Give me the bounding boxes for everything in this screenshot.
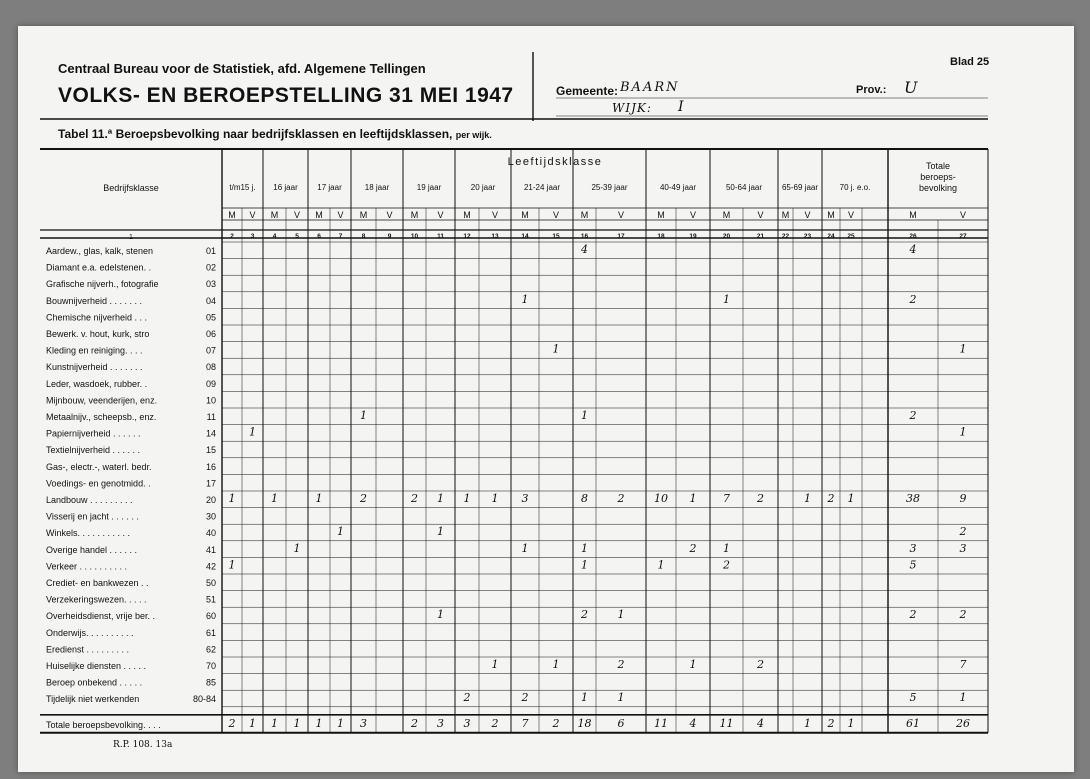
- sex-label: M: [410, 210, 419, 220]
- row-value: 2: [689, 541, 697, 555]
- row-label: Onderwijs. . . . . . . . . .: [46, 627, 134, 638]
- row-code: 11: [206, 412, 216, 422]
- column-number: 9: [387, 233, 392, 240]
- total-value: 26: [956, 716, 970, 730]
- column-number: 6: [317, 233, 321, 240]
- row-value: 4: [909, 243, 917, 256]
- row-value: 1: [437, 608, 444, 622]
- bureau-line: Centraal Bureau voor de Statistiek, afd. Algemene Tellingen: [58, 61, 426, 76]
- age-group-label: 19 jaar: [416, 183, 442, 192]
- total-value: 18: [577, 716, 592, 730]
- row-label: Huiselijke diensten . . . . .: [46, 661, 147, 671]
- total-value: 3: [437, 716, 444, 730]
- row-label: Leder, wasdoek, rubber. .: [46, 378, 148, 389]
- row-value: 1: [249, 425, 256, 439]
- row-value: 2: [463, 691, 471, 705]
- row-value: 10: [654, 492, 668, 505]
- footer-code: R.P. 108. 13a: [113, 740, 173, 750]
- column-number: 24: [827, 233, 835, 240]
- sex-label: M: [909, 210, 917, 220]
- total-value: 2: [411, 716, 418, 730]
- total-value: 7: [521, 716, 529, 730]
- sex-label: V: [386, 210, 393, 220]
- sex-label: M: [315, 210, 323, 220]
- sex-label: M: [359, 210, 368, 220]
- column-number: 5: [295, 233, 299, 240]
- total-value: 61: [906, 716, 920, 730]
- row-value: 1: [959, 691, 967, 705]
- total-value: 11: [654, 716, 668, 730]
- row-label: Landbouw . . . . . . . . .: [46, 495, 133, 505]
- row-code: 42: [205, 561, 216, 572]
- sex-label: V: [552, 210, 560, 220]
- row-value: 1: [437, 492, 444, 505]
- age-group-label: 21-24 jaar: [523, 183, 561, 192]
- sex-label: V: [337, 210, 344, 220]
- row-label: Aardew., glas, kalk, stenen: [46, 246, 154, 256]
- row-label: Bouwnijverheid . . . . . . .: [46, 295, 143, 306]
- row-value: 1: [521, 541, 529, 555]
- column-number: 4: [272, 233, 277, 240]
- row-label: Tijdelijk niet werkenden: [46, 694, 140, 705]
- row-value: 2: [617, 658, 625, 671]
- row-label: Mijnbouw, veenderijen, enz.: [46, 395, 158, 406]
- sex-label: M: [270, 210, 279, 220]
- row-value: 2: [581, 608, 588, 622]
- sex-label: M: [827, 210, 835, 220]
- totals-header-line: beroeps-: [920, 172, 956, 182]
- row-label: Crediet- en bankwezen . .: [46, 578, 149, 588]
- row-value: 1: [723, 292, 730, 306]
- total-value: 6: [617, 716, 625, 730]
- column-number: 10: [410, 233, 419, 240]
- row-value: 9: [959, 492, 967, 505]
- row-code: 40: [205, 528, 216, 539]
- row-value: 1: [552, 658, 560, 671]
- row-label: Diamant e.a. edelstenen. .: [46, 262, 152, 273]
- sex-label: V: [249, 210, 256, 220]
- row-value: 2: [757, 658, 764, 671]
- table-grid: [40, 52, 988, 733]
- column-number: 25: [847, 233, 855, 240]
- column-number: 15: [552, 233, 560, 240]
- row-label: Papiernijverheid . . . . . .: [46, 428, 141, 439]
- row-code: 10: [205, 395, 216, 406]
- total-value: 3: [360, 716, 367, 730]
- row-value: 1: [689, 658, 697, 671]
- row-value: 1: [293, 541, 301, 555]
- row-code: 80-84: [192, 694, 216, 705]
- row-code: 30: [205, 511, 216, 522]
- total-value: 1: [804, 716, 811, 730]
- form-title: VOLKS- EN BEROEPSTELLING 31 MEI 1947: [58, 84, 514, 107]
- total-value: 2: [228, 716, 236, 730]
- sex-label: M: [657, 210, 665, 220]
- row-label: Winkels. . . . . . . . . . .: [46, 528, 131, 539]
- row-value: 1: [228, 558, 236, 572]
- row-value: 2: [909, 292, 917, 306]
- total-value: 3: [463, 716, 471, 730]
- age-group-label: 20 jaar: [470, 183, 496, 192]
- sex-label: V: [689, 210, 697, 220]
- row-label: Gas-, electr.-, waterl. bedr.: [46, 461, 152, 472]
- row-code: 20: [205, 495, 216, 505]
- row-value: 1: [804, 492, 811, 505]
- row-label: Metaalnijv., scheepsb., enz.: [46, 412, 157, 422]
- census-form-sheet: [18, 26, 1074, 772]
- total-value: 2: [491, 716, 499, 730]
- row-value: 1: [337, 525, 344, 539]
- row-value: 2: [909, 608, 917, 622]
- total-value: 2: [827, 716, 835, 730]
- total-value: 1: [249, 716, 256, 730]
- industry-col-number: 1: [129, 234, 133, 241]
- column-number: 2: [230, 233, 234, 240]
- row-code: 14: [205, 428, 216, 439]
- row-value: 2: [959, 525, 967, 539]
- total-value: 1: [315, 716, 323, 730]
- sex-label: V: [757, 210, 764, 220]
- sex-label: V: [959, 210, 967, 220]
- sex-label: V: [491, 210, 499, 220]
- row-value: 1: [271, 492, 278, 505]
- row-code: 08: [205, 362, 216, 373]
- row-value: 1: [617, 691, 625, 705]
- row-label: Overheidsdienst, vrije ber. .: [46, 611, 156, 622]
- column-number: 12: [463, 233, 471, 240]
- row-value: 7: [723, 492, 730, 505]
- age-group-label: 50-64 jaar: [725, 183, 763, 192]
- sex-label: M: [228, 210, 236, 220]
- sex-label: V: [293, 210, 301, 220]
- total-value: 4: [757, 716, 764, 730]
- totals-header-line: Totale: [925, 161, 951, 171]
- gemeente-label: Gemeente:: [556, 84, 619, 98]
- total-value: 1: [337, 716, 344, 730]
- row-value: 5: [909, 691, 917, 705]
- row-value: 3: [959, 541, 967, 555]
- row-value: 1: [959, 425, 967, 439]
- sex-label: V: [804, 210, 811, 220]
- wijk-label: WIJK:: [612, 101, 652, 115]
- row-value: 1: [959, 342, 967, 356]
- column-number: 17: [617, 233, 625, 240]
- table-title-main: Tabel 11.ª Beroepsbevolking naar bedrijfsklassen en leeftijdsklassen,: [58, 127, 453, 141]
- industry-header: Bedrijfsklasse: [103, 183, 159, 193]
- column-number: 8: [361, 233, 366, 240]
- row-code: 07: [205, 345, 216, 356]
- row-value: 2: [757, 492, 764, 505]
- age-group-label: 18 jaar: [364, 183, 390, 192]
- row-value: 5: [909, 558, 917, 572]
- row-code: 04: [205, 295, 216, 306]
- row-code: 05: [205, 312, 216, 323]
- row-value: 7: [959, 658, 967, 671]
- row-value: 38: [906, 492, 920, 505]
- row-value: 1: [521, 292, 529, 306]
- column-number: 11: [437, 233, 444, 240]
- row-code: 60: [205, 611, 216, 622]
- row-value: 1: [315, 492, 323, 505]
- row-code: 62: [205, 644, 216, 655]
- column-number: 3: [250, 233, 255, 240]
- total-value: 2: [552, 716, 560, 730]
- blad-number: Blad 25: [950, 56, 990, 68]
- row-value: 2: [827, 492, 835, 505]
- total-value: 1: [293, 716, 301, 730]
- column-number: 13: [491, 233, 499, 240]
- row-value: 2: [723, 558, 730, 572]
- age-group-header: Leeftijdsklasse: [507, 156, 603, 168]
- row-value: 1: [491, 658, 499, 671]
- age-group-label: 25-39 jaar: [591, 183, 628, 192]
- column-number: 22: [781, 233, 790, 240]
- prov-value: U: [904, 78, 918, 97]
- row-code: 50: [205, 578, 216, 588]
- row-code: 02: [205, 262, 216, 273]
- row-value: 2: [521, 691, 529, 705]
- row-value: 1: [723, 541, 730, 555]
- total-value: 1: [271, 716, 278, 730]
- sex-label: V: [437, 210, 444, 220]
- row-value: 1: [657, 558, 665, 572]
- prov-label: Prov.:: [856, 84, 887, 96]
- row-label: Eredienst . . . . . . . . .: [46, 644, 130, 655]
- row-value: 1: [463, 492, 471, 505]
- row-code: 03: [205, 279, 216, 290]
- wijk-value: I: [678, 99, 684, 115]
- column-number: 16: [580, 233, 589, 240]
- row-value: 2: [617, 492, 625, 505]
- total-value: 11: [719, 716, 734, 730]
- row-value: 4: [581, 243, 588, 256]
- row-code: 51: [205, 594, 216, 605]
- row-value: 1: [847, 492, 855, 505]
- sex-label: M: [781, 210, 790, 220]
- column-number: 27: [959, 233, 967, 240]
- row-value: 1: [360, 409, 367, 422]
- row-value: 1: [228, 492, 236, 505]
- row-value: 2: [411, 492, 418, 505]
- sex-label: M: [580, 210, 589, 220]
- column-number: 14: [521, 233, 529, 240]
- row-label: Visserij en jacht . . . . . .: [46, 511, 139, 522]
- census-table: [18, 26, 1074, 772]
- column-number: 19: [689, 233, 697, 240]
- row-label: Kunstnijverheid . . . . . . .: [46, 362, 143, 373]
- row-value: 2: [959, 608, 967, 622]
- row-label: Verzekeringswezen. . . . .: [46, 594, 147, 605]
- row-label: Verkeer . . . . . . . . . .: [46, 561, 128, 572]
- age-group-label: 17 jaar: [317, 183, 342, 192]
- row-value: 3: [521, 492, 529, 505]
- age-group-label: t/m15 j.: [229, 183, 256, 192]
- row-code: 16: [205, 461, 216, 472]
- row-code: 61: [205, 627, 216, 638]
- row-value: 1: [491, 492, 499, 505]
- sex-label: V: [617, 210, 625, 220]
- gemeente-value: BAARN: [620, 80, 680, 95]
- row-value: 1: [581, 691, 588, 705]
- row-code: 01: [205, 246, 216, 256]
- age-group-label: 70 j. e.o.: [839, 183, 871, 192]
- row-code: 70: [205, 661, 216, 671]
- row-value: 1: [552, 342, 560, 356]
- row-value: 1: [581, 541, 588, 555]
- sex-label: M: [521, 210, 529, 220]
- row-label: Overige handel . . . . . .: [46, 544, 138, 555]
- sex-label: M: [463, 210, 471, 220]
- column-number: 18: [657, 233, 665, 240]
- column-number: 7: [338, 233, 343, 240]
- row-label: Textielnijverheid . . . . . .: [46, 445, 141, 456]
- row-code: 09: [205, 378, 216, 389]
- row-value: 1: [581, 409, 588, 422]
- row-value: 1: [689, 492, 697, 505]
- row-code: 15: [205, 445, 216, 456]
- row-value: 1: [437, 525, 444, 539]
- row-label: Kleding en reiniging. . . .: [46, 345, 143, 356]
- row-label: Chemische nijverheid . . .: [46, 312, 148, 323]
- age-group-label: 40-49 jaar: [659, 183, 697, 192]
- row-value: 1: [617, 608, 625, 622]
- column-number: 20: [722, 233, 731, 240]
- row-label: Voedings- en genotmidd. .: [46, 478, 151, 489]
- age-group-label: 16 jaar: [273, 183, 298, 192]
- row-label: Beroep onbekend . . . . .: [46, 677, 143, 688]
- column-number: 26: [909, 233, 917, 240]
- row-value: 2: [360, 492, 367, 505]
- age-group-label: 65-69 jaar: [781, 183, 819, 192]
- total-value: 4: [689, 716, 697, 730]
- sex-label: V: [847, 210, 855, 220]
- total-value: 1: [847, 716, 855, 730]
- row-value: 3: [909, 541, 917, 555]
- totals-header-line: bevolking: [918, 183, 958, 193]
- row-code: 41: [205, 544, 216, 555]
- row-code: 85: [205, 677, 216, 688]
- table-title-suffix: per wijk.: [455, 130, 492, 140]
- column-number: 23: [803, 233, 812, 240]
- row-value: 1: [581, 558, 588, 572]
- sex-label: M: [722, 210, 731, 220]
- row-label: Bewerk. v. hout, kurk, stro: [46, 329, 150, 339]
- total-row-label: Totale beroepsbevolking. . . .: [46, 719, 161, 730]
- row-code: 17: [205, 478, 216, 489]
- column-number: 21: [756, 233, 765, 240]
- row-value: 2: [909, 409, 917, 422]
- row-value: 8: [581, 492, 588, 505]
- row-code: 06: [205, 329, 216, 339]
- row-label: Grafische nijverh., fotografie: [46, 279, 159, 290]
